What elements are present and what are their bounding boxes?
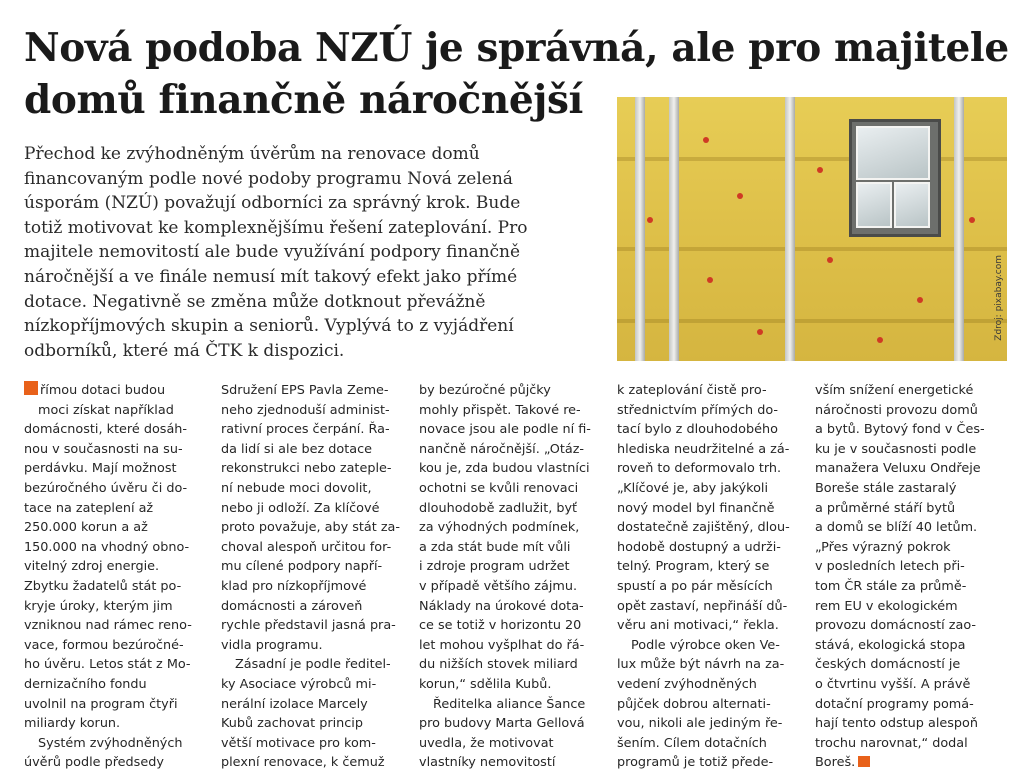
column-line: a průměrné stáří bytů <box>815 500 956 516</box>
column-line: ní nebude moci dovolit, <box>221 480 372 496</box>
lead-line: Přechod ke zvýhodněným úvěrům na renovace domů <box>24 144 480 164</box>
column-line: střednictvím přímých do- <box>617 402 779 418</box>
photo-stud <box>635 97 645 361</box>
column-line: moci získat například <box>38 402 174 418</box>
column-line: nančně náročnější. „Otáz- <box>419 441 585 457</box>
photo-window <box>849 119 941 237</box>
column-line: k zateplování čistě pro- <box>617 383 767 398</box>
column-line <box>24 381 196 401</box>
article-column-3 <box>419 381 605 773</box>
column-line: vedení zvýhodněných <box>617 676 757 692</box>
column-line: „Klíčové je, aby jakýkoli <box>617 480 769 496</box>
column-line: mohly přispět. Takové re- <box>419 402 581 418</box>
column-line: domácnosti a zároveň <box>221 598 363 614</box>
column-line: a bytů. Bytový fond v Čes- <box>815 422 985 438</box>
column-line: 250.000 korun a až <box>24 520 148 536</box>
dropcap-square-icon <box>24 381 38 395</box>
column-line: roveň to deformovalo trh. <box>617 461 782 477</box>
column-line: domácnosti, které dosáh- <box>24 422 188 438</box>
column-line: „Přes výrazný pokrok <box>815 539 951 555</box>
column-line: nový model byl finančně <box>617 500 775 516</box>
column-line: Sdružení EPS Pavla Zeme- <box>221 383 389 398</box>
photo-credit: Zdroj: pixabay.com <box>994 255 1004 341</box>
article-column-2 <box>221 381 407 773</box>
column-line: spustí a po pár měsících <box>617 578 773 594</box>
headline-line: Nová podoba NZÚ je správná, ale pro majitele <box>24 25 1009 71</box>
column-line: bezúročného úvěru či do- <box>24 480 188 496</box>
column-line: nou v současnosti na su- <box>24 441 183 457</box>
column-line: pro budovy Marta Gellová <box>419 716 585 732</box>
column-line: věru ani motivaci,“ řekla. <box>617 618 779 634</box>
column-line: miliardy korun. <box>24 716 121 732</box>
column-line: Náklady na úrokové dota- <box>419 598 584 614</box>
column-line <box>815 753 1007 773</box>
article-column-4 <box>617 381 803 773</box>
column-line: manažera Veluxu Ondřeje <box>815 461 981 477</box>
dropcap-text: římou dotaci budou <box>40 383 166 398</box>
column-line: dlouhodobě zadlužit, byť <box>419 500 578 516</box>
column-line: Zásadní je podle ředitel- <box>235 657 391 673</box>
column-line: mu cílené podpory napří- <box>221 559 383 575</box>
photo-dowel <box>757 329 763 335</box>
column-line: a zda stát bude mít vůli <box>419 539 571 555</box>
column-line: rativní proces čerpání. Řa- <box>221 422 390 438</box>
photo-dowel <box>737 193 743 199</box>
column-line: ce se totiž v horizontu 20 <box>419 618 582 634</box>
window-pane <box>856 126 930 180</box>
column-line: dostatečně zajištěný, dlou- <box>617 520 790 536</box>
photo-dowel <box>817 167 823 173</box>
photo-dowel <box>877 337 883 343</box>
lead-line: náročnější a ve finále nemusí mít takový efekt jako přímé <box>24 266 518 287</box>
photo-stud <box>954 97 964 361</box>
article-column-1 <box>24 381 196 773</box>
photo-dowel <box>647 217 653 223</box>
column-line: rekonstrukci nebo zateple- <box>221 461 392 477</box>
column-line: kryje úroky, kterým jim <box>24 598 173 614</box>
column-line: hlediska neudržitelné a zá- <box>617 441 790 457</box>
article-column-5 <box>815 381 1007 773</box>
column-line: za výhodných podmínek, <box>419 520 580 536</box>
column-line: 150.000 na vhodný obno- <box>24 539 190 555</box>
column-line: a domů se blíží 40 letům. <box>815 520 978 536</box>
column-line: by bezúročné půjčky <box>419 383 551 398</box>
column-line: ochotni se kvůli renovaci <box>419 480 579 496</box>
column-line: rychle představil jasná pra- <box>221 618 396 634</box>
lead-line: totiž motivovat ke komplexnějšímu řešení zateplování. Pro <box>24 217 528 238</box>
column-line: Ředitelka aliance Šance <box>433 696 586 712</box>
article-lead <box>24 142 614 363</box>
closing-text: Boreš. <box>815 755 856 771</box>
column-line: vlastníky nemovitostí <box>419 755 556 771</box>
column-line: tací bylo z dlouhodobého <box>617 422 778 438</box>
column-line: telný. Program, který se <box>617 559 770 575</box>
column-line: větší motivace pro kom- <box>221 735 376 751</box>
photo-dowel <box>969 217 975 223</box>
column-line: ky Asociace výrobců mi- <box>221 676 377 692</box>
headline-line: domů finančně náročnější <box>24 77 583 123</box>
column-line: lux může být návrh na za- <box>617 657 785 673</box>
photo-dowel <box>707 277 713 283</box>
column-line: proto považuje, aby stát za- <box>221 520 401 536</box>
column-line: vidla programu. <box>221 637 323 653</box>
column-line: ho úvěru. Letos stát z Mo- <box>24 657 191 673</box>
column-line: choval alespoň určitou for- <box>221 539 392 555</box>
column-line: půjček dobrou alternati- <box>617 696 771 712</box>
photo-dowel <box>827 257 833 263</box>
column-line: tom ČR stále za průmě- <box>815 578 967 594</box>
column-line: novace jsou ale podle ní fi- <box>419 422 591 438</box>
column-line: ku je v současnosti podle <box>815 441 977 457</box>
column-line: hodobě dostupný a udrži- <box>617 539 781 555</box>
column-line: Zbytku žadatelů stát po- <box>24 578 182 594</box>
column-line: vitelný zdroj energie. <box>24 559 160 575</box>
column-line: Podle výrobce oken Ve- <box>631 637 780 653</box>
column-line: trochu narovnat,“ dodal <box>815 735 968 751</box>
photo-dowel <box>917 297 923 303</box>
column-line: neho zjednoduší administ- <box>221 402 390 418</box>
column-line: v případě většího zájmu. <box>419 578 578 594</box>
column-line: uvolnil na program čtyři <box>24 696 178 712</box>
lead-line: nízkopříjmových skupin a seniorů. Vyplývá to z vyjádření <box>24 316 514 337</box>
photo-dowel <box>703 137 709 143</box>
column-line: uvedla, že motivovat <box>419 735 554 751</box>
column-line: provozu domácností zao- <box>815 618 977 634</box>
lead-line: majitele nemovitostí ale bude využívání podpory finančně <box>24 242 521 263</box>
window-pane <box>856 182 892 228</box>
column-line: Boreše stále zastaralý <box>815 480 957 496</box>
column-line: stává, ekologická stopa <box>815 637 966 653</box>
column-line: programů je totiž přede- <box>617 755 774 771</box>
column-line: rem EU v ekologickém <box>815 598 958 614</box>
column-line: korun,“ sdělila Kubů. <box>419 676 552 692</box>
column-line: českých domácností je <box>815 657 961 673</box>
column-line: opět zastaví, nepřináší dů- <box>617 598 788 614</box>
lead-line: odborníků, které má ČTK k dispozici. <box>24 340 345 361</box>
column-line: náročnosti provozu domů <box>815 402 978 418</box>
column-line: plexní renovace, k čemuž <box>221 755 385 771</box>
column-line: nerální izolace Marcely <box>221 696 368 712</box>
lead-line: financovaným podle nové podoby programu Nová zelená <box>24 168 513 189</box>
column-line: tace na zateplení až <box>24 500 154 516</box>
column-line: vším snížení energetické <box>815 383 974 398</box>
column-line: dotační programy pomá- <box>815 696 974 712</box>
column-line: let mohou vyšplhat do řá- <box>419 637 585 653</box>
column-line: Kubů zachovat princip <box>221 716 363 732</box>
column-line: klad pro nízkopříjmové <box>221 578 367 594</box>
insulation-photo <box>617 97 1007 361</box>
lead-line: dotace. Negativně se změna může dotknout převážně <box>24 291 486 312</box>
photo-stud <box>785 97 795 361</box>
column-line: nebo ji odloží. Za klíčové <box>221 500 380 516</box>
column-line: kou je, zda budou vlastníci <box>419 461 590 477</box>
window-pane <box>894 182 930 228</box>
column-line: vace, formou bezúročné- <box>24 637 184 653</box>
column-line: dernizačního fondu <box>24 676 147 692</box>
column-line: vzniknou nad rámec reno- <box>24 618 192 634</box>
column-line: v posledních letech při- <box>815 559 965 575</box>
column-line: o čtvrtinu vyšší. A právě <box>815 676 971 692</box>
photo-stud <box>669 97 679 361</box>
column-line: i zdroje program udržet <box>419 559 570 575</box>
column-line: du nižších stovek miliard <box>419 657 578 673</box>
column-line: perdávku. Mají možnost <box>24 461 177 477</box>
lead-line: úsporám (NZÚ) považují odborníci za správný krok. Bude <box>24 193 521 214</box>
column-line: Systém zvýhodněných <box>38 735 183 751</box>
column-line: da lidí si ale bez dotace <box>221 441 373 457</box>
column-line: hají tento odstup alespoň <box>815 716 978 732</box>
column-line: šením. Cílem dotačních <box>617 735 767 751</box>
column-line: vou, nikoli ale jediným ře- <box>617 716 783 732</box>
end-mark-square-icon <box>858 756 870 767</box>
column-line: úvěrů podle předsedy <box>24 755 164 771</box>
